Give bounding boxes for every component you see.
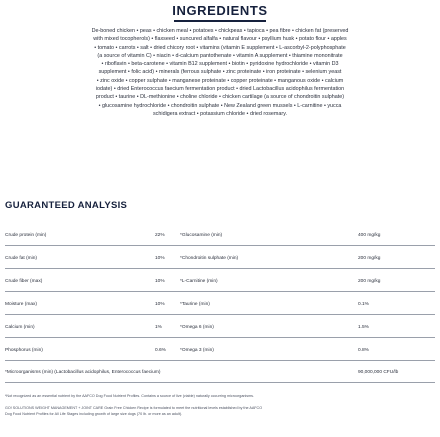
ingredients-line: • tomato • carrots • salt • dried chicory root • vitamins (vitamin E supplement • L-ascorbyl-2-polyphosphate: [94, 44, 346, 51]
footnotes: [5, 393, 435, 417]
nutrient-value: 0.8%: [358, 348, 369, 353]
ingredients-line: product • taurine • DL-methionine • choline chloride • chicken cartilage (a source of chondroitin sulphate): [95, 94, 345, 101]
nutrient-name: *Omega 6 (min): [180, 325, 214, 330]
nutrient-name: Phosphorus (min): [5, 348, 43, 353]
nutrient-value: 10%: [155, 279, 165, 284]
nutrient-value: 22%: [155, 233, 165, 238]
guaranteed-analysis-heading: GUARANTEED ANALYSIS: [5, 200, 128, 211]
analysis-row: [5, 226, 435, 246]
nutrient-name: Crude fiber (max): [5, 279, 43, 284]
analysis-row: [5, 341, 435, 361]
nutrient-name: Crude protein (min): [5, 233, 47, 238]
ingredients-heading: INGREDIENTS: [172, 3, 268, 18]
heading-underline: [174, 20, 266, 22]
nutrient-value: 0.1%: [358, 302, 369, 307]
footnote: Dog Food Nutrient Profiles for All Life Stages including growth of large size dogs (70 lb. or more as an adult).: [5, 412, 183, 416]
analysis-row: [5, 272, 435, 292]
nutrient-name: Calcium (min): [5, 325, 35, 330]
nutrient-value: 200 mg/kg: [358, 279, 381, 284]
nutrient-value: 1%: [155, 325, 162, 330]
ingredients-text: [6, 27, 434, 118]
analysis-row: [5, 318, 435, 338]
row-divider: [5, 268, 435, 269]
footnote: GO! SOLUTIONS WEIGHT MANAGEMENT + JOINT CARE Grain Free Chicken Recipe is formulated to meet the nutritional levels established by the AAFCO: [5, 406, 263, 410]
nutrient-value: 400 mg/kg: [358, 233, 381, 238]
ingredients-line: • riboflavin • beta-carotene • vitamin B12 supplement • biotin • pyridoxine hydrochloride • vitamin D3: [101, 61, 339, 68]
nutrient-value: 0.6%: [155, 348, 166, 353]
nutrient-name: Moisture (max): [5, 302, 37, 307]
row-divider: [5, 314, 435, 315]
ingredients-line: De-boned chicken • peas • chicken meal • potatoes • chickpeas • tapioca • pea fibre • chicken fat (preserved: [91, 28, 349, 34]
nutrient-name: *Taurine (min): [180, 302, 210, 307]
row-divider: [5, 245, 435, 246]
nutrient-value: 90,000,000 CFU/lb: [358, 370, 399, 375]
row-divider: [5, 291, 435, 292]
footnote: *Not recognized as an essential nutrient by the AAFCO Dog Food Nutrient Profiles. Contains a source of live (viable) naturally occurring microorganisms.: [5, 394, 255, 398]
ingredients-line: • glucosamine hydrochloride • chondroitin sulphate • New Zealand green mussels • L-carnitine • yucca: [98, 102, 342, 109]
row-divider: [5, 360, 435, 361]
analysis-row: [5, 295, 435, 315]
nutrient-name: Crude fat (min): [5, 256, 37, 261]
nutrient-name: *L-Carnitine (min): [180, 279, 218, 284]
analysis-row: [5, 249, 435, 269]
nutrient-value: 10%: [155, 256, 165, 261]
nutrient-value: 10%: [155, 302, 165, 307]
nutrient-value: 200 mg/kg: [358, 256, 381, 261]
nutrient-name: *Microorganisms (min) (Lactobacillus acidophilus, Enterococcus faecium): [5, 370, 161, 375]
ingredients-line: supplement • folic acid) • minerals (ferrous sulphate • zinc proteinate • iron proteinate • selenium yeast: [98, 69, 342, 76]
nutrient-name: *Glucosamine (min): [180, 233, 223, 238]
ingredients-line: with mixed tocopherols) • flaxseed • suncured alfalfa • natural flavour • psyllium husk • potato flour • apples: [93, 36, 347, 43]
nutrient-name: *Chondroitin sulphate (min): [180, 256, 239, 261]
analysis-row-microorganisms: [5, 363, 435, 383]
nutrient-value: 1.5%: [358, 325, 369, 330]
ingredients-line: iodate) • dried Enterococcus faecium fermentation product • dried Lactobacillus acidophilus fermentation: [95, 86, 345, 93]
row-divider: [5, 337, 435, 338]
ingredients-line: • zinc oxide • copper sulphate • manganese proteinate • copper proteinate • manganous oxide • calcium: [96, 77, 344, 84]
ingredients-line: schidigera extract • potassium chloride • dried rosemary.: [152, 110, 287, 117]
ingredients-line: (a source of vitamin C) • niacin • d-calcium pantothenate • vitamin A supplement • thiamine mononitrate: [97, 52, 343, 59]
row-divider: [5, 382, 435, 383]
nutrient-name: *Omega 3 (min): [180, 348, 214, 353]
